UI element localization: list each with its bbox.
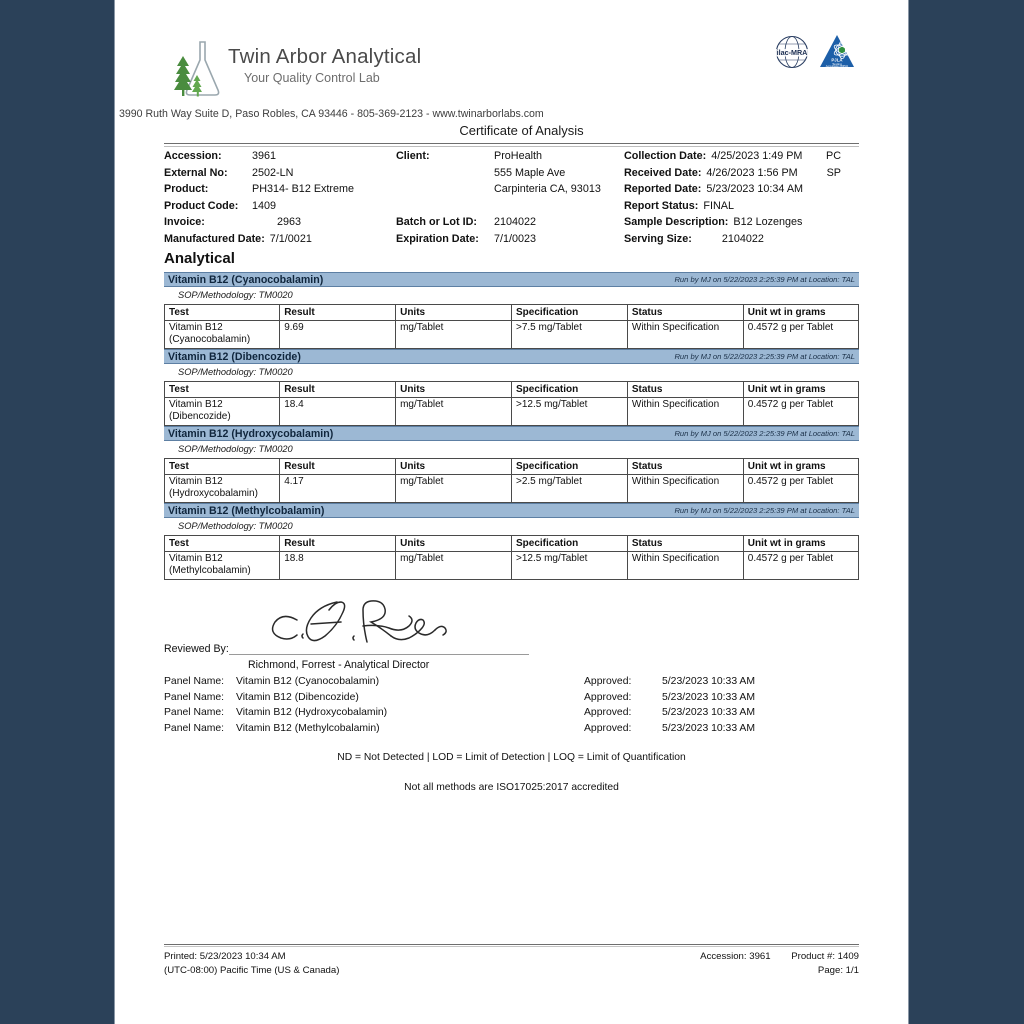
section-title: Vitamin B12 (Cyanocobalamin) bbox=[168, 273, 324, 286]
field-label: Client: bbox=[396, 150, 430, 162]
table-header-row bbox=[165, 459, 859, 475]
footnotes bbox=[164, 752, 859, 793]
lab-address: 3990 Ruth Way Suite D, Paso Robles, CA 93446 - 805-369-2123 - www.twinarborlabs.com bbox=[119, 108, 544, 120]
results-table bbox=[164, 535, 859, 580]
analyte-section bbox=[164, 503, 859, 580]
signature-line bbox=[229, 642, 529, 655]
company-name: Twin Arbor Analytical bbox=[228, 45, 422, 68]
cell-specification: >12.5 mg/Tablet bbox=[511, 552, 627, 580]
header-info bbox=[164, 148, 859, 248]
section-sop: SOP/Methodology: TM0020 bbox=[178, 290, 293, 300]
abbreviation-legend: ND = Not Detected | LOD = Limit of Detection | LOQ = Limit of Quantification bbox=[337, 752, 686, 764]
field-serving-size bbox=[624, 231, 859, 248]
cell-result: 18.4 bbox=[280, 398, 396, 426]
panel-label: Panel Name: bbox=[164, 722, 225, 734]
ilac-mra-logo-icon bbox=[774, 34, 810, 75]
field-label: Report Status: bbox=[624, 199, 699, 212]
field-label: Reported Date: bbox=[624, 183, 702, 196]
panel-row bbox=[164, 690, 859, 706]
cell-status: Within Specification bbox=[627, 321, 743, 349]
column-header-units: Units bbox=[396, 459, 512, 475]
approved-date: 5/23/2023 10:33 AM bbox=[662, 691, 756, 703]
column-header-unit-wt: Unit wt in grams bbox=[743, 459, 858, 475]
header-divider bbox=[164, 143, 859, 144]
panel-label: Panel Name: bbox=[164, 676, 225, 687]
field-label: Received Date: bbox=[624, 166, 702, 179]
footer-page-number: Page: 1/1 bbox=[817, 965, 859, 976]
column-header-specification: Specification bbox=[511, 459, 627, 475]
cell-status: Within Specification bbox=[627, 475, 743, 503]
section-header-bar bbox=[164, 503, 859, 518]
field-reported-date bbox=[624, 181, 859, 198]
field-sample-description bbox=[624, 214, 859, 231]
field-value: 2963 bbox=[277, 216, 302, 229]
column-header-result: Result bbox=[280, 536, 396, 552]
panel-row bbox=[164, 721, 859, 737]
cell-result: 18.8 bbox=[280, 552, 396, 580]
footer-divider bbox=[164, 944, 859, 945]
client-address-line-1: 555 Maple Ave bbox=[494, 166, 566, 179]
table-header-row bbox=[165, 305, 859, 321]
panel-name: Vitamin B12 (Dibencozide) bbox=[236, 691, 359, 703]
field-value: 3961 bbox=[252, 150, 277, 162]
column-header-test: Test bbox=[165, 536, 280, 552]
header-column-right bbox=[624, 148, 859, 248]
cell-test: Vitamin B12 (Dibencozide) bbox=[165, 398, 280, 426]
column-header-test: Test bbox=[165, 382, 280, 398]
column-header-status: Status bbox=[627, 305, 743, 321]
accreditation-note: Not all methods are ISO17025:2017 accredited bbox=[404, 782, 619, 794]
cell-units: mg/Tablet bbox=[396, 552, 512, 580]
analytical-heading: Analytical bbox=[164, 250, 235, 267]
field-label: Serving Size: bbox=[624, 232, 692, 245]
footer-right bbox=[682, 950, 859, 978]
cell-specification: >2.5 mg/Tablet bbox=[511, 475, 627, 503]
panel-name: Vitamin B12 (Methylcobalamin) bbox=[236, 722, 380, 734]
approved-label: Approved: bbox=[584, 722, 632, 734]
reviewed-by-label: Reviewed By: bbox=[164, 643, 229, 655]
cell-units: mg/Tablet bbox=[396, 321, 512, 349]
field-value: 1409 bbox=[252, 199, 277, 212]
panel-row bbox=[164, 674, 859, 690]
cell-units: mg/Tablet bbox=[396, 475, 512, 503]
approved-date: 5/23/2023 10:33 AM bbox=[662, 707, 756, 719]
analyte-section bbox=[164, 426, 859, 503]
approved-label: Approved: bbox=[584, 676, 632, 687]
brand-block bbox=[170, 40, 421, 98]
field-client bbox=[396, 148, 624, 165]
spacer-row bbox=[396, 198, 624, 215]
cell-status: Within Specification bbox=[627, 552, 743, 580]
section-sop: SOP/Methodology: TM0020 bbox=[178, 521, 293, 531]
field-value: 4/25/2023 1:49 PM bbox=[711, 150, 803, 162]
field-value: 7/1/0023 bbox=[494, 232, 537, 245]
column-header-result: Result bbox=[280, 459, 396, 475]
accreditation-logos bbox=[774, 32, 857, 77]
field-value: 2104022 bbox=[494, 216, 537, 229]
section-sop: SOP/Methodology: TM0020 bbox=[178, 367, 293, 377]
field-label: Manufactured Date: bbox=[164, 232, 265, 245]
section-header-bar bbox=[164, 349, 859, 364]
reviewed-by-row bbox=[164, 642, 859, 655]
client-address-line-2: Carpinteria CA, 93013 bbox=[494, 183, 601, 196]
field-label: Accession: bbox=[164, 150, 222, 162]
table-header-row bbox=[165, 382, 859, 398]
field-label: Product Code: bbox=[164, 199, 239, 212]
field-value: FINAL bbox=[703, 199, 734, 212]
svg-text:PJLA: PJLA bbox=[831, 57, 843, 63]
approved-label: Approved: bbox=[584, 707, 632, 719]
cell-unit-wt: 0.4572 g per Tablet bbox=[743, 398, 858, 426]
cell-test: Vitamin B12 (Cyanocobalamin) bbox=[165, 321, 280, 349]
company-tagline: Your Quality Control Lab bbox=[244, 70, 380, 85]
panel-name: Vitamin B12 (Hydroxycobalamin) bbox=[236, 707, 388, 719]
table-header-row bbox=[165, 536, 859, 552]
field-value: PH314- B12 Extreme bbox=[252, 183, 355, 196]
field-product-code bbox=[164, 198, 396, 215]
section-run-info: Run by MJ on 5/22/2023 2:25:39 PM at Location: TAL bbox=[674, 506, 855, 515]
reviewer-name: Richmond, Forrest - Analytical Director bbox=[248, 659, 430, 671]
table-row bbox=[165, 475, 859, 503]
svg-text:Accreditation #09521: Accreditation #09521 bbox=[825, 65, 849, 68]
column-header-specification: Specification bbox=[511, 382, 627, 398]
column-header-test: Test bbox=[165, 459, 280, 475]
field-value: ProHealth bbox=[494, 150, 543, 162]
footer-timezone: (UTC-08:00) Pacific Time (US & Canada) bbox=[164, 965, 340, 976]
results-table bbox=[164, 304, 859, 349]
field-label: External No: bbox=[164, 166, 228, 179]
pjla-testing-logo-icon bbox=[817, 32, 857, 77]
field-value: 5/23/2023 10:34 AM bbox=[706, 183, 804, 196]
cell-status: Within Specification bbox=[627, 398, 743, 426]
section-title: Vitamin B12 (Dibencozide) bbox=[168, 350, 301, 363]
field-label: Collection Date: bbox=[624, 150, 707, 162]
approved-label: Approved: bbox=[584, 691, 632, 703]
panel-label: Panel Name: bbox=[164, 707, 225, 719]
field-label: Product: bbox=[164, 183, 209, 196]
column-header-test: Test bbox=[165, 305, 280, 321]
field-value: 7/1/0021 bbox=[269, 232, 312, 245]
analyte-section bbox=[164, 272, 859, 349]
footer-product: Product #: 1409 bbox=[791, 951, 859, 962]
cell-unit-wt: 0.4572 g per Tablet bbox=[743, 552, 858, 580]
section-run-info: Run by MJ on 5/22/2023 2:25:39 PM at Location: TAL bbox=[674, 429, 855, 438]
cell-specification: >7.5 mg/Tablet bbox=[511, 321, 627, 349]
field-report-status bbox=[624, 198, 859, 215]
header-divider-secondary bbox=[164, 146, 859, 147]
svg-text:Testing: Testing bbox=[832, 61, 842, 66]
cell-unit-wt: 0.4572 g per Tablet bbox=[743, 321, 858, 349]
field-expiration-date bbox=[396, 231, 624, 248]
field-invoice bbox=[164, 214, 396, 231]
field-collection-date bbox=[624, 148, 859, 165]
printed-timestamp: Printed: 5/23/2023 10:34 AM bbox=[164, 951, 286, 962]
column-header-specification: Specification bbox=[511, 305, 627, 321]
field-value: 2104022 bbox=[721, 232, 764, 245]
column-header-status: Status bbox=[627, 459, 743, 475]
field-external-no bbox=[164, 165, 396, 182]
column-header-units: Units bbox=[396, 305, 512, 321]
field-label: Batch or Lot ID: bbox=[396, 216, 477, 229]
column-header-status: Status bbox=[627, 382, 743, 398]
panel-row bbox=[164, 705, 859, 721]
column-header-specification: Specification bbox=[511, 536, 627, 552]
field-received-date bbox=[624, 165, 859, 182]
svg-text:ilac-MRA: ilac-MRA bbox=[776, 48, 808, 57]
field-label: Expiration Date: bbox=[396, 232, 479, 245]
page-title: Certificate of Analysis bbox=[459, 123, 584, 138]
signature-section bbox=[164, 596, 859, 793]
field-product bbox=[164, 181, 396, 198]
panel-label: Panel Name: bbox=[164, 691, 225, 703]
field-label: Invoice: bbox=[164, 216, 205, 229]
footer-left bbox=[164, 950, 339, 978]
column-header-unit-wt: Unit wt in grams bbox=[743, 382, 858, 398]
column-header-result: Result bbox=[280, 382, 396, 398]
cell-test: Vitamin B12 (Methylcobalamin) bbox=[165, 552, 280, 580]
column-header-status: Status bbox=[627, 536, 743, 552]
column-header-unit-wt: Unit wt in grams bbox=[743, 305, 858, 321]
header-column-left bbox=[164, 148, 396, 248]
analytical-sections bbox=[164, 272, 859, 580]
field-label: Sample Description: bbox=[624, 216, 729, 229]
cell-unit-wt: 0.4572 g per Tablet bbox=[743, 475, 858, 503]
table-row bbox=[165, 552, 859, 580]
field-manufactured-date bbox=[164, 231, 396, 248]
section-title: Vitamin B12 (Methylcobalamin) bbox=[168, 504, 325, 517]
table-row bbox=[165, 321, 859, 349]
column-header-result: Result bbox=[280, 305, 396, 321]
header-column-middle bbox=[396, 148, 624, 248]
analyte-section bbox=[164, 349, 859, 426]
field-value: 2502-LN bbox=[252, 166, 294, 179]
section-run-info: Run by MJ on 5/22/2023 2:25:39 PM at Location: TAL bbox=[674, 275, 855, 284]
pine-tree-flask-logo-icon bbox=[170, 40, 222, 98]
footer-accession: Accession: 3961 bbox=[700, 951, 771, 962]
approved-date: 5/23/2023 10:33 AM bbox=[662, 676, 756, 687]
field-accession bbox=[164, 148, 396, 165]
field-batch-lot-id bbox=[396, 214, 624, 231]
field-value: B12 Lozenges bbox=[733, 216, 803, 229]
cell-test: Vitamin B12 (Hydroxycobalamin) bbox=[165, 475, 280, 503]
cell-result: 4.17 bbox=[280, 475, 396, 503]
field-initials: SP bbox=[826, 166, 841, 179]
letterhead bbox=[164, 0, 859, 86]
column-header-units: Units bbox=[396, 536, 512, 552]
cell-result: 9.69 bbox=[280, 321, 396, 349]
table-row bbox=[165, 398, 859, 426]
column-header-units: Units bbox=[396, 382, 512, 398]
panel-name: Vitamin B12 (Cyanocobalamin) bbox=[236, 676, 380, 687]
panel-approvals bbox=[164, 674, 859, 736]
cell-specification: >12.5 mg/Tablet bbox=[511, 398, 627, 426]
section-run-info: Run by MJ on 5/22/2023 2:25:39 PM at Location: TAL bbox=[674, 352, 855, 361]
results-table bbox=[164, 381, 859, 426]
results-table bbox=[164, 458, 859, 503]
coa-page bbox=[115, 0, 908, 1024]
page-footer bbox=[164, 944, 859, 978]
field-value: 4/26/2023 1:56 PM bbox=[706, 166, 798, 179]
section-header-bar bbox=[164, 426, 859, 441]
field-initials: PC bbox=[826, 150, 841, 162]
approved-date: 5/23/2023 10:33 AM bbox=[662, 722, 756, 734]
section-sop: SOP/Methodology: TM0020 bbox=[178, 444, 293, 454]
section-title: Vitamin B12 (Hydroxycobalamin) bbox=[168, 427, 334, 440]
column-header-unit-wt: Unit wt in grams bbox=[743, 536, 858, 552]
cell-units: mg/Tablet bbox=[396, 398, 512, 426]
section-header-bar bbox=[164, 272, 859, 287]
